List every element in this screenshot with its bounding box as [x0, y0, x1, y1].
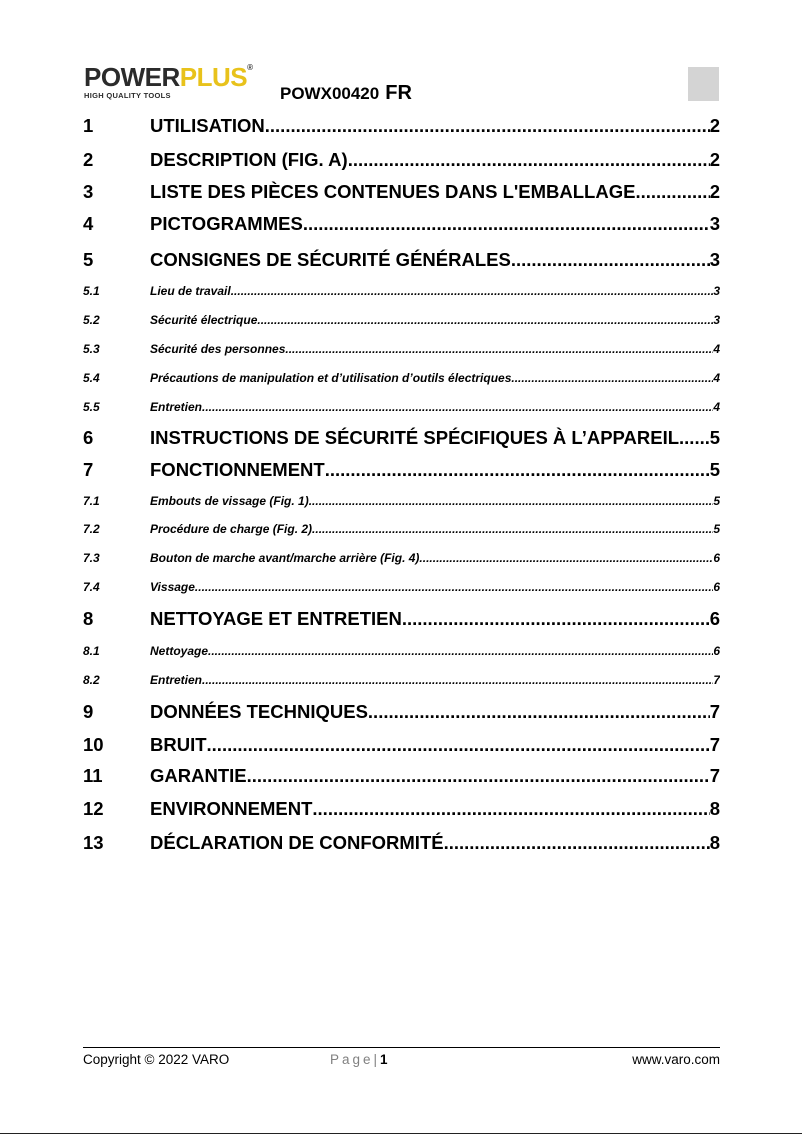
toc-number: 8 — [83, 608, 94, 629]
toc-entry[interactable] — [83, 400, 720, 414]
toc-number: 5.1 — [83, 284, 100, 298]
toc-entry[interactable] — [83, 832, 720, 854]
language-tab-marker — [688, 67, 719, 101]
toc-page: 6 — [713, 644, 720, 658]
toc-entry[interactable] — [83, 798, 720, 820]
toc-title: DESCRIPTION (FIG. A) — [150, 149, 348, 170]
toc-number: 7.3 — [83, 551, 100, 565]
toc-page: 6 — [713, 551, 720, 565]
toc-page: 5 — [709, 459, 720, 480]
toc-leader-dots — [511, 371, 713, 385]
toc-page: 4 — [713, 342, 720, 356]
toc-page: 7 — [709, 734, 720, 755]
toc-title: UTILISATION — [150, 115, 265, 136]
toc-title: Embouts de vissage (Fig. 1) — [150, 494, 309, 508]
page-separator: | — [373, 1052, 381, 1067]
toc-entry[interactable] — [83, 765, 720, 787]
toc-leader-dots — [635, 181, 709, 203]
toc-entry[interactable] — [83, 494, 720, 508]
toc-title: GARANTIE — [150, 765, 247, 786]
logo-brand-dark: POWER — [84, 62, 180, 92]
page-bottom-border — [0, 1133, 802, 1134]
logo-registered-mark: ® — [247, 63, 253, 72]
toc-entry[interactable] — [83, 115, 720, 137]
toc-entry[interactable] — [83, 580, 720, 594]
toc-leader-dots — [511, 249, 710, 271]
toc-title: Entretien — [150, 673, 203, 687]
toc-page: 6 — [709, 608, 720, 629]
toc-page: 6 — [713, 580, 720, 594]
logo-brand-light: PLUS — [179, 62, 248, 92]
toc-page: 7 — [709, 765, 720, 786]
toc-title: CONSIGNES DE SÉCURITÉ GÉNÉRALES — [150, 249, 511, 270]
toc-number: 7.2 — [83, 522, 100, 536]
toc-number: 5.2 — [83, 313, 100, 327]
toc-number: 8.2 — [83, 673, 100, 687]
toc-title: Sécurité électrique — [150, 313, 258, 327]
toc-page: 7 — [713, 673, 720, 687]
toc-entry[interactable] — [83, 459, 720, 481]
toc-entry[interactable] — [83, 644, 720, 658]
toc-leader-dots — [285, 342, 713, 356]
toc-number: 5 — [83, 249, 94, 270]
toc-leader-dots — [679, 427, 710, 449]
toc-number: 10 — [83, 734, 104, 755]
toc-page: 5 — [709, 427, 720, 448]
toc-number: 13 — [83, 832, 104, 853]
toc-number: 5.5 — [83, 400, 100, 414]
footer-page — [330, 1052, 388, 1067]
toc-number: 3 — [83, 181, 94, 202]
toc-leader-dots — [312, 798, 709, 820]
toc-page: 5 — [713, 522, 720, 536]
toc-leader-dots — [303, 213, 710, 235]
toc-title: BRUIT — [150, 734, 207, 755]
toc-entry[interactable] — [83, 371, 720, 385]
toc-title: Nettoyage — [150, 644, 209, 658]
toc-page: 3 — [709, 213, 720, 234]
toc-leader-dots — [195, 580, 713, 594]
page-number: 1 — [380, 1052, 388, 1067]
toc-entry[interactable] — [83, 213, 720, 235]
toc-number: 7 — [83, 459, 94, 480]
footer-divider — [83, 1047, 720, 1048]
toc-number: 5.4 — [83, 371, 100, 385]
toc-page: 3 — [709, 249, 720, 270]
toc-number: 6 — [83, 427, 94, 448]
toc-leader-dots — [419, 551, 713, 565]
toc-leader-dots — [231, 284, 714, 298]
toc-page: 8 — [709, 832, 720, 853]
toc-entry[interactable] — [83, 313, 720, 327]
toc-page: 3 — [713, 313, 720, 327]
toc-title: NETTOYAGE ET ENTRETIEN — [150, 608, 402, 629]
toc-title: PICTOGRAMMES — [150, 213, 303, 234]
toc-entry[interactable] — [83, 249, 720, 271]
toc-number: 12 — [83, 798, 104, 819]
toc-title: Procédure de charge (Fig. 2) — [150, 522, 313, 536]
toc-entry[interactable] — [83, 181, 720, 203]
toc-number: 2 — [83, 149, 94, 170]
toc-page: 3 — [713, 284, 720, 298]
logo-tagline: HIGH QUALITY TOOLS — [84, 91, 171, 100]
toc-entry[interactable] — [83, 522, 720, 536]
toc-leader-dots — [444, 832, 710, 854]
toc-number: 8.1 — [83, 644, 100, 658]
toc-entry[interactable] — [83, 427, 720, 449]
toc-entry[interactable] — [83, 701, 720, 723]
toc-title: INSTRUCTIONS DE SÉCURITÉ SPÉCIFIQUES À L’APPAREIL — [150, 427, 680, 448]
powerplus-logo — [84, 64, 270, 102]
toc-number: 11 — [83, 765, 103, 786]
toc-page: 8 — [709, 798, 720, 819]
toc-leader-dots — [207, 734, 710, 756]
toc-page: 7 — [709, 701, 720, 722]
toc-title: Bouton de marche avant/marche arrière (Fig. 4) — [150, 551, 420, 565]
model-number: POWX00420 — [280, 84, 380, 103]
toc-leader-dots — [309, 494, 714, 508]
toc-title: DONNÉES TECHNIQUES — [150, 701, 368, 722]
toc-number: 4 — [83, 213, 94, 234]
toc-number: 5.3 — [83, 342, 100, 356]
toc-title: Vissage — [150, 580, 195, 594]
toc-entry[interactable] — [83, 342, 720, 356]
toc-entry[interactable] — [83, 149, 720, 171]
toc-title: Sécurité des personnes — [150, 342, 286, 356]
toc-leader-dots — [202, 673, 713, 687]
toc-number: 1 — [83, 115, 94, 136]
toc-page: 4 — [713, 371, 720, 385]
toc-page: 2 — [709, 181, 720, 202]
toc-number: 9 — [83, 701, 94, 722]
toc-entry[interactable] — [83, 284, 720, 298]
toc-number: 7.4 — [83, 580, 100, 594]
toc-title: ENVIRONNEMENT — [150, 798, 313, 819]
toc-title: Lieu de travail — [150, 284, 231, 298]
toc-leader-dots — [312, 522, 713, 536]
footer-website: www.varo.com — [632, 1052, 720, 1067]
toc-page: 2 — [709, 149, 720, 170]
toc-title: FONCTIONNEMENT — [150, 459, 325, 480]
toc-entry[interactable] — [83, 608, 720, 630]
language-code: FR — [385, 82, 412, 104]
toc-leader-dots — [257, 313, 713, 327]
toc-leader-dots — [265, 115, 710, 137]
toc-title: Précautions de manipulation et d’utilisation d’outils électriques — [150, 371, 512, 385]
toc-leader-dots — [368, 701, 710, 723]
toc-leader-dots — [325, 459, 710, 481]
toc-title: DÉCLARATION DE CONFORMITÉ — [150, 832, 444, 853]
toc-entry[interactable] — [83, 673, 720, 687]
footer-copyright: Copyright © 2022 VARO — [83, 1052, 230, 1067]
toc-leader-dots — [202, 400, 713, 414]
toc-entry[interactable] — [83, 551, 720, 565]
toc-page: 4 — [713, 400, 720, 414]
toc-leader-dots — [208, 644, 713, 658]
page-label: Page — [330, 1052, 374, 1067]
toc-leader-dots — [402, 608, 710, 630]
toc-number: 7.1 — [83, 494, 100, 508]
toc-page: 5 — [713, 494, 720, 508]
toc-title: Entretien — [150, 400, 203, 414]
toc-entry[interactable] — [83, 734, 720, 756]
toc-leader-dots — [348, 149, 710, 171]
toc-leader-dots — [247, 765, 710, 787]
toc-page: 2 — [709, 115, 720, 136]
toc-title: LISTE DES PIÈCES CONTENUES DANS L'EMBALLAGE — [150, 181, 636, 202]
model-header — [280, 82, 412, 105]
